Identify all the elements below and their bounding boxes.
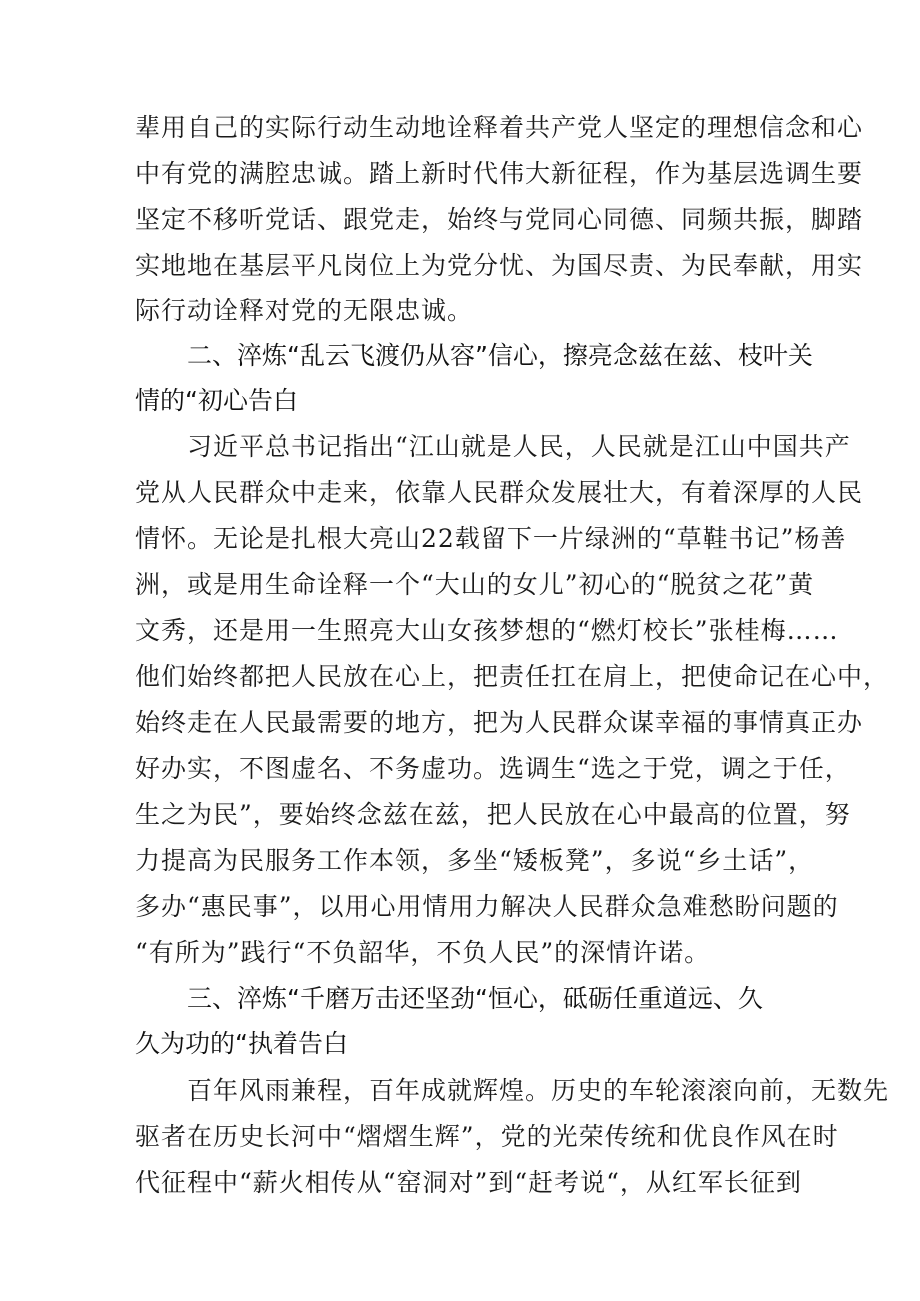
body-text-line: 生之为民”，要始终念兹在兹，把人民放在心中最高的位置，努	[135, 800, 851, 829]
body-text-line: 党从人民群众中走来，依靠人民群众发展壮大，有着深厚的人民	[135, 478, 864, 507]
body-text-line: 他们始终都把人民放在心上，把责任扛在肩上，把使命记在心中，	[135, 662, 890, 691]
body-text-line: 际行动诠释对党的无限忠诚。	[135, 296, 474, 325]
section-heading-2-cont: 情的“初心告白	[135, 386, 298, 415]
body-text-line: 情怀。无论是扎根大亮山22载留下一片绿洲的“草鞋书记”杨善	[135, 524, 847, 553]
body-text-line: 实地地在基层平凡岗位上为党分忧、为国尽责、为民奉献，用实	[135, 251, 864, 280]
section-heading-3: 三、淬炼“千磨万击还坚劲“恒心，砥砺任重道远、久	[187, 984, 763, 1013]
body-text-line: 力提高为民服务工作本领，多坐“矮板凳”，多说“乡土话”，	[135, 846, 815, 875]
paragraph-first-line: 习近平总书记指出“江山就是人民，人民就是江山中国共产	[187, 432, 851, 461]
body-text-line: 文秀，还是用一生照亮大山女孩梦想的“燃灯校长”张桂梅……	[135, 616, 839, 645]
body-text-line: 辈用自己的实际行动生动地诠释着共产党人坚定的理想信念和心	[135, 113, 864, 142]
body-text-line: 好办实，不图虚名、不务虚功。选调生“选之于党，调之于任，	[135, 754, 851, 783]
body-text-line: 洲，或是用生命诠释一个“大山的女儿”初心的“脱贫之花”黄	[135, 570, 815, 599]
body-text-line: “有所为”践行“不负韶华，不负人民”的深情许诺。	[135, 938, 711, 967]
section-heading-3-cont: 久为功的“执着告白	[135, 1029, 348, 1058]
body-text-line: 多办“惠民事”，以用心用情用力解决人民群众急难愁盼问题的	[135, 892, 839, 921]
body-text-line: 坚定不移听党话、跟党走，始终与党同心同德、同频共振，脚踏	[135, 205, 864, 234]
section-heading-2: 二、淬炼“乱云飞渡仍从容”信心，擦亮念兹在兹、枝叶关	[187, 341, 813, 370]
body-text-line: 驱者在历史长河中“熠熠生辉”，党的光荣传统和优良作风在时	[135, 1122, 839, 1151]
paragraph-first-line: 百年风雨兼程，百年成就辉煌。历史的车轮滚滚向前，无数先	[187, 1076, 890, 1105]
body-text-line: 始终走在人民最需要的地方，把为人民群众谋幸福的事情真正办	[135, 708, 864, 737]
body-text-line: 代征程中“薪火相传从“窑洞对”到“赶考说“，从红军长征到	[135, 1168, 802, 1197]
body-text-line: 中有党的满腔忠诚。踏上新时代伟大新征程，作为基层选调生要	[135, 159, 864, 188]
